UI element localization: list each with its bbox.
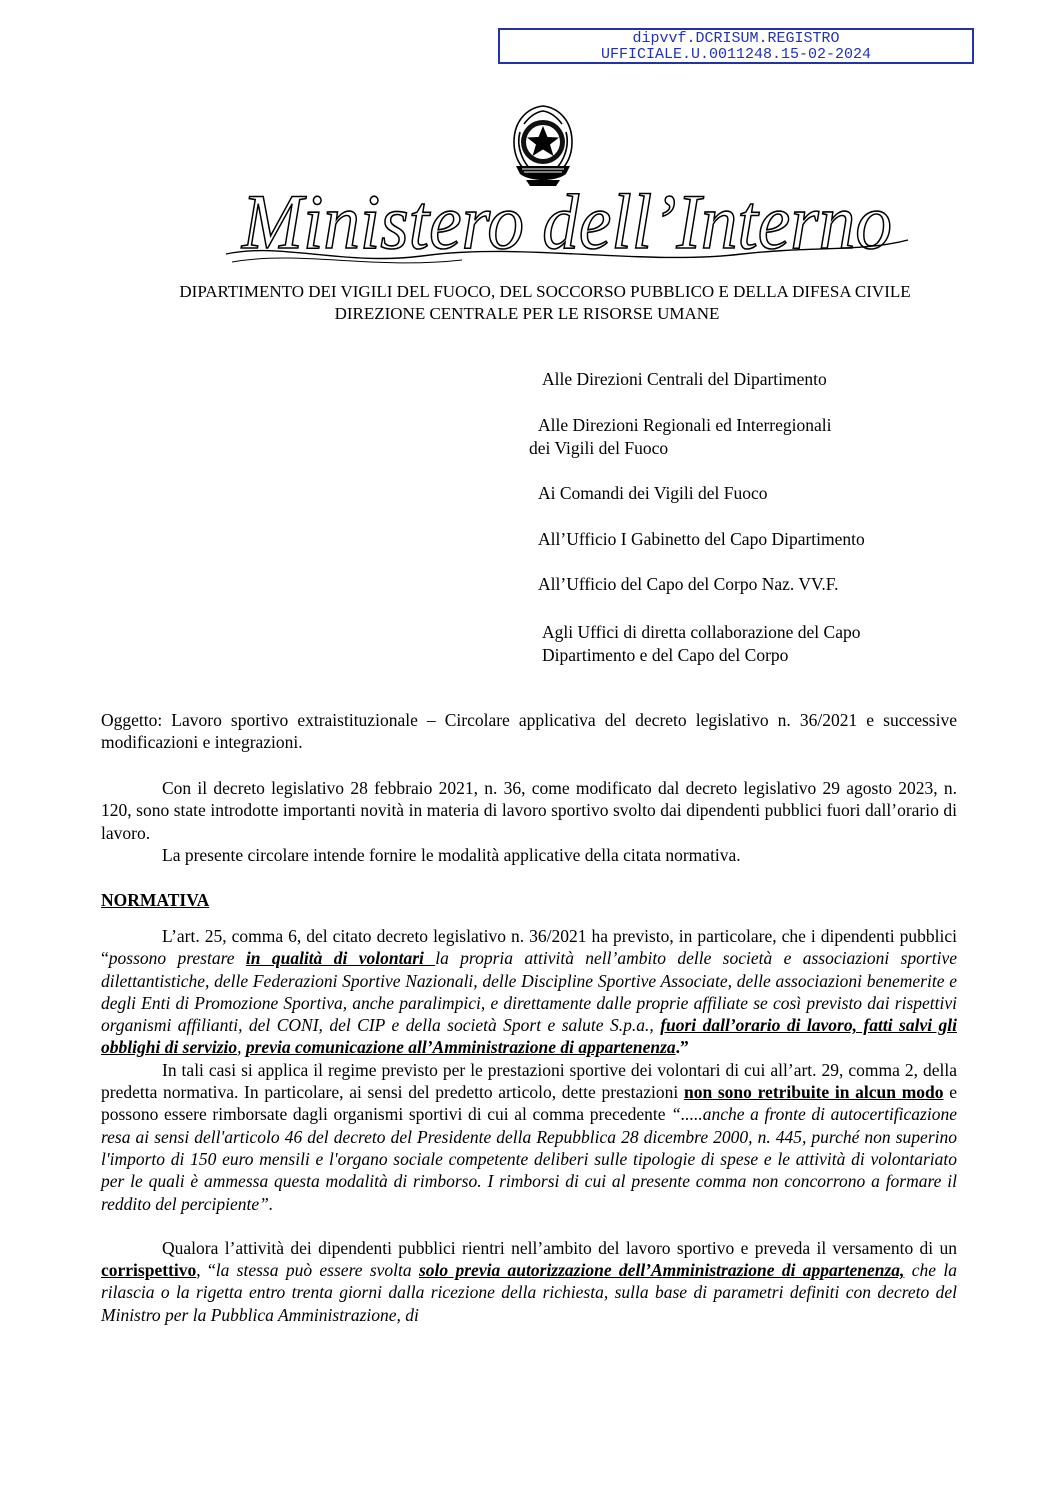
recipient-line: All’Ufficio I Gabinetto del Capo Dipartimento xyxy=(538,529,865,549)
directorate-title: DIREZIONE CENTRALE PER LE RISORSE UMANE xyxy=(334,304,720,323)
recipient-line: Agli Uffici di diretta collaborazione del Capo xyxy=(542,622,861,642)
protocol-stamp-line1: dipvvf.DCRISUM.REGISTRO xyxy=(632,30,840,47)
normativa-paragraph-2: In tali casi si applica il regime previsto per le prestazioni sportive dei volontari di cui all’art. 29, comma 2, della predetta normativa. In particolare, ai sensi del predetto articolo, dette prestazioni non sono retribuite in alcun modo e possono essere rimborsate dagli organismi sportivi di cui al comma precedente “.....anche a fronte di autocertificazione resa ai sensi dell'articolo 46 del decreto del Presidente della Repubblica 28 dicembre 2000, n. 445, purché non superino l'importo di 150 euro mensili e l'organo sociale competente deliberi sulle tipologie di spese e le attività di volontariato per le quali è ammessa questa modalità di rimborso. I rimborsi di cui al presente comma non concorrono a formare il reddito del percipiente”. xyxy=(101,1059,957,1214)
department-title: DIPARTIMENTO DEI VIGILI DEL FUOCO, DEL SOCCORSO PUBBLICO E DELLA DIFESA CIVILE xyxy=(179,282,911,301)
normativa-section xyxy=(101,925,957,1326)
recipient-line: dei Vigili del Fuoco xyxy=(529,438,669,458)
normativa-paragraph-1: L’art. 25, comma 6, del citato decreto legislativo n. 36/2021 ha previsto, in particolare, che i dipendenti pubblici “possono prestare in qualità di volontari la propria attività nell’ambito delle società e associazioni sportive dilettantistiche, delle Federazioni Sportive Nazionali, delle Discipline Sportive Associate, delle associazioni benemerite e degli Enti di Promozione Sportiva, anche paralimpici, e direttamente dalle proprie affiliate se così previsto dai rispettivi organismi affilianti, del CONI, del CIP e della società Sport e salute S.p.a., fuori dall’orario di lavoro, fatti salvi gli obblighi di servizio, previa comunicazione all’Amministrazione di appartenenza.” xyxy=(101,926,957,1058)
ministry-script-logo xyxy=(222,170,912,270)
protocol-stamp-line2: UFFICIALE.U.0011248.15-02-2024 xyxy=(600,46,872,63)
subject-text: Oggetto: Lavoro sportivo extraistituzionale – Circolare applicativa del decreto legislativo n. 36/2021 e successive modificazioni e integrazioni. xyxy=(101,710,957,753)
intro-section xyxy=(101,777,957,866)
subject-paragraph xyxy=(101,709,957,754)
recipient-line: All’Ufficio del Capo del Corpo Naz. VV.F. xyxy=(538,574,839,594)
recipient-line: Alle Direzioni Regionali ed Interregionali xyxy=(538,415,832,435)
ministry-name: Ministero dell’Interno xyxy=(241,178,893,265)
intro-paragraph-2: La presente circolare intende fornire le modalità applicative della citata normativa. xyxy=(162,844,741,865)
recipient-line: Dipartimento e del Capo del Corpo xyxy=(542,645,789,665)
normativa-paragraph-3: Qualora l’attività dei dipendenti pubblici rientri nell’ambito del lavoro sportivo e preveda il versamento di un corrispettivo, “la stessa può essere svolta solo previa autorizzazione dell’Amministrazione di appartenenza, che la rilascia o la rigetta entro trenta giorni dalla ricezione della richiesta, sulla base di parametri definiti con decreto del Ministro per la Pubblica Amministrazione, di xyxy=(101,1237,957,1325)
intro-paragraph-1: Con il decreto legislativo 28 febbraio 2021, n. 36, come modificato dal decreto legislativo 29 agosto 2023, n. 120, sono state introdotte importanti novità in materia di lavoro sportivo svolto dai dipendenti pubblici fuori dall’orario di lavoro. xyxy=(101,778,957,843)
section-heading: NORMATIVA xyxy=(101,890,210,910)
recipient-line: Alle Direzioni Centrali del Dipartimento xyxy=(542,369,827,389)
recipient-line: Ai Comandi dei Vigili del Fuoco xyxy=(538,483,768,503)
protocol-stamp xyxy=(498,28,974,64)
